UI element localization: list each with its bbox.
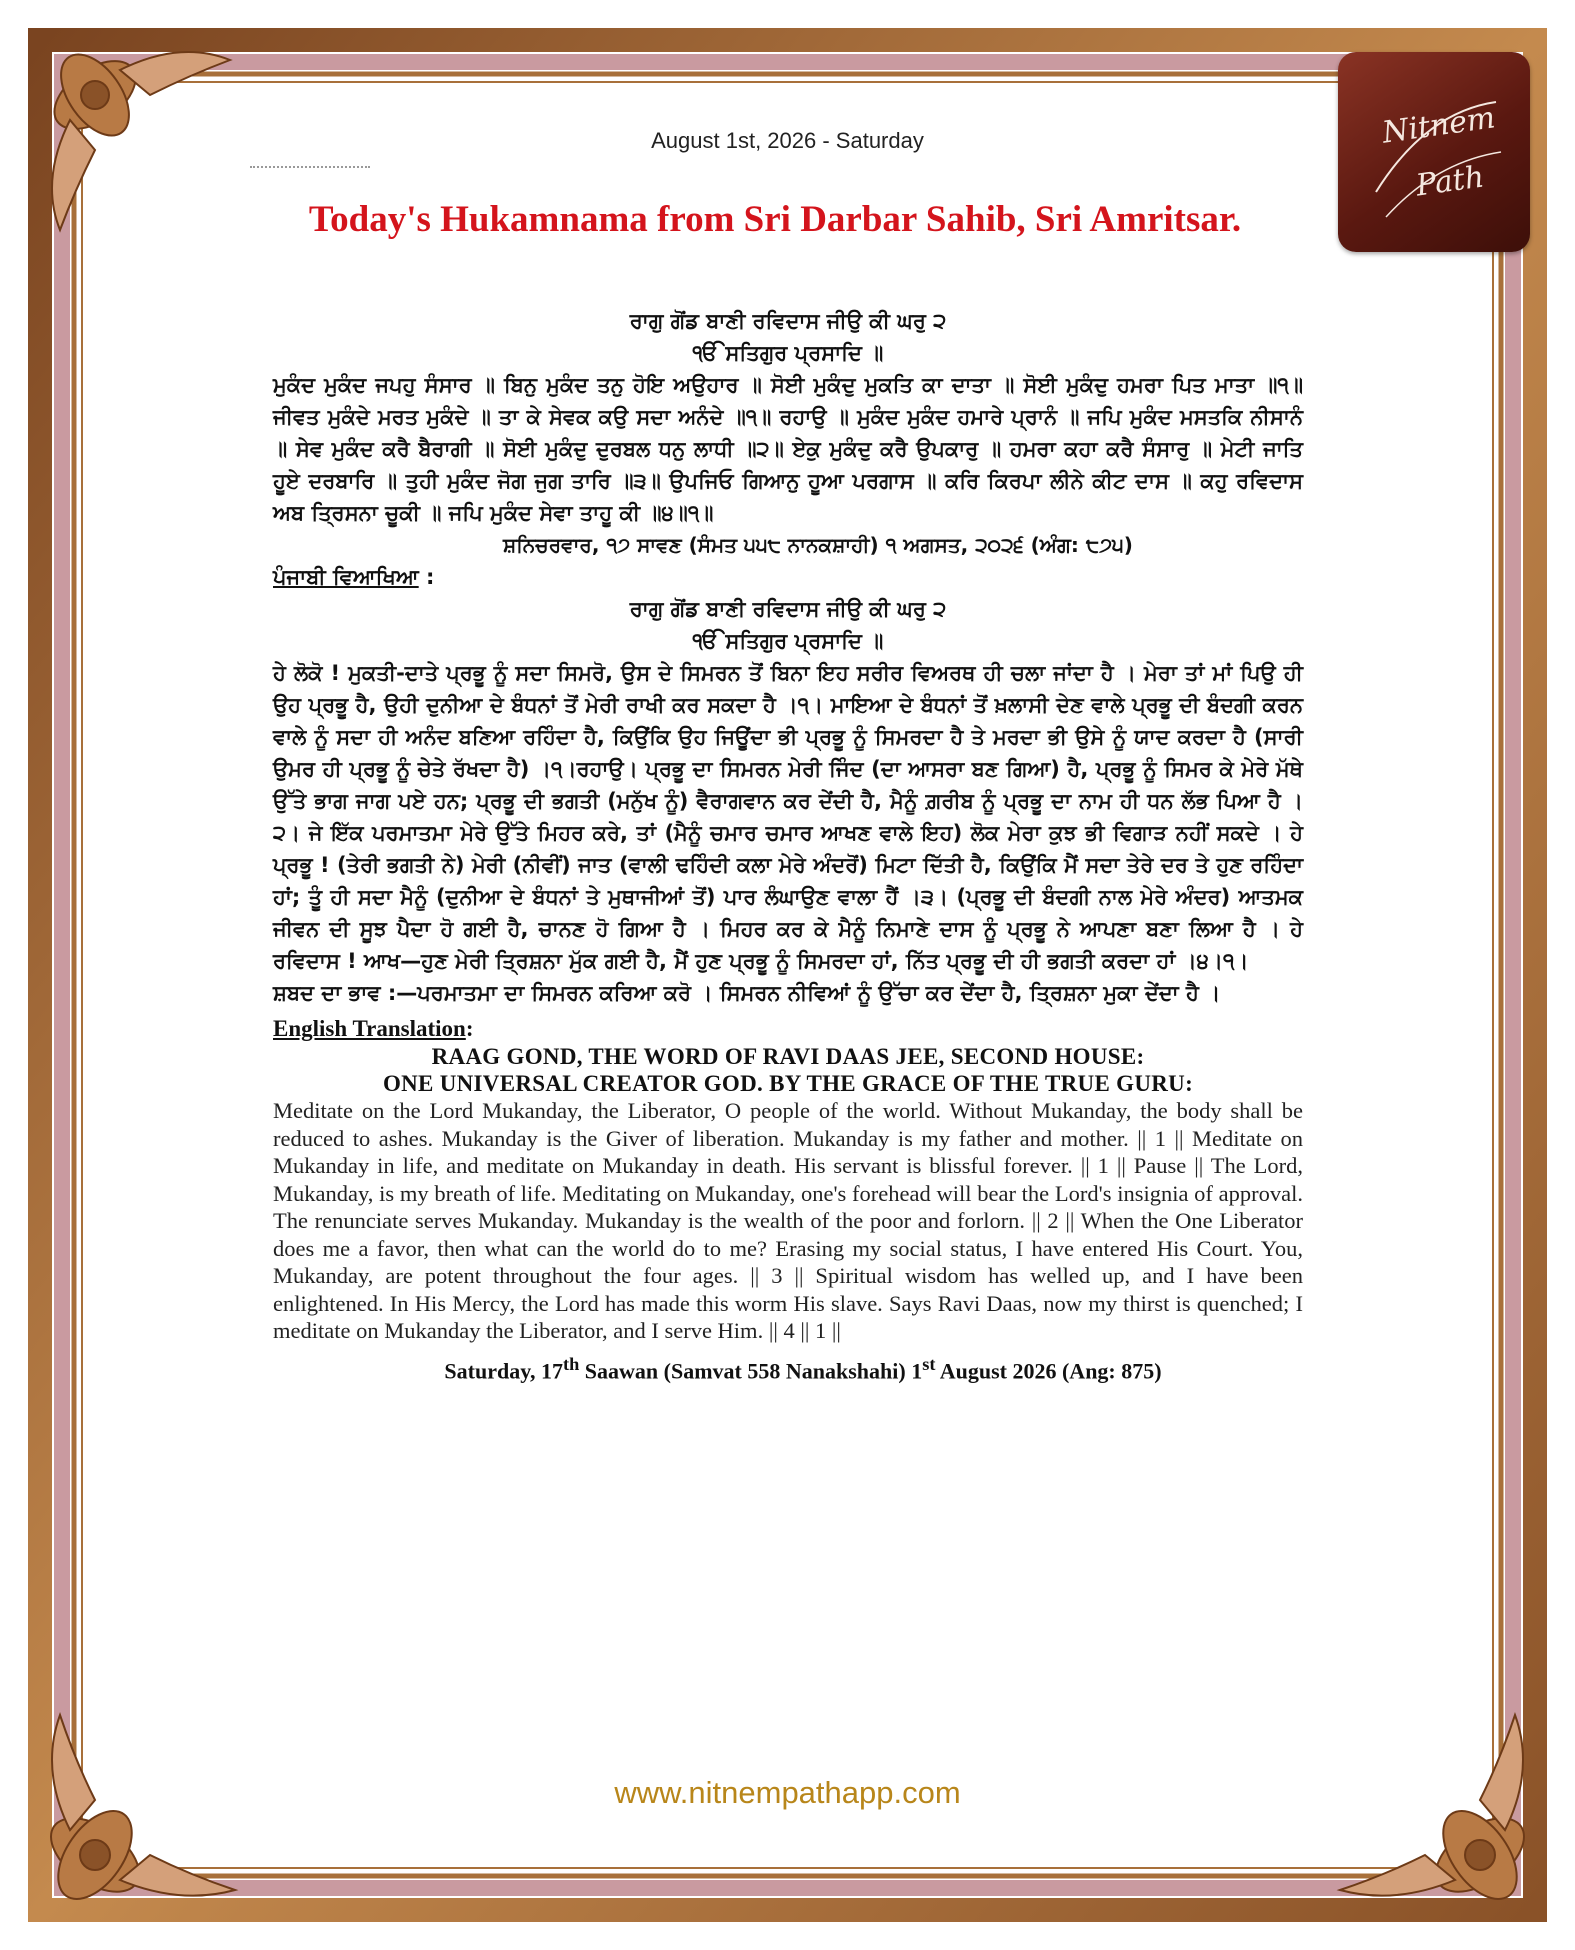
english-date-mid: Saawan (Samvat 558 Nanakshahi) 1 <box>579 1357 923 1383</box>
english-heading-1: RAAG GOND, THE WORD OF RAVI DAAS JEE, SECOND HOUSE: <box>431 1044 1145 1069</box>
corner-ornament-br <box>1340 1715 1537 1912</box>
english-date-post: August 2026 (Ang: 875) <box>935 1357 1162 1383</box>
punjabi-label-suffix: : <box>418 565 435 589</box>
english-date-pre: Saturday, 17 <box>444 1357 563 1383</box>
website-link[interactable]: www.nitnempathapp.com <box>614 1775 961 1810</box>
gurmukhi-shabad: ਮੁਕੰਦ ਮੁਕੰਦ ਜਪਹੁ ਸੰਸਾਰ ॥ ਬਿਨੁ ਮੁਕੰਦ ਤਨੁ ਹੋਇ ਅਉਹਾਰ ॥ ਸੋਈ ਮੁਕੰਦੁ ਮੁਕਤਿ ਕਾ ਦਾਤਾ ॥ ਸੋਈ ਮੁਕੰਦੁ ਹਮਰਾ ਪਿਤ ਮਾਤਾ ॥੧॥ ਜੀਵਤ ਮੁਕੰਦੇ ਮਰਤ ਮੁਕੰਦੇ ॥ ਤਾ ਕੇ ਸੇਵਕ ਕਉ ਸਦਾ ਅਨੰਦੇ ॥੧॥ ਰਹਾਉ ॥ ਮੁਕੰਦ ਮੁਕੰਦ ਹਮਾਰੇ ਪ੍ਰਾਨੰ ॥ ਜਪਿ ਮੁਕੰਦ ਮਸਤਕਿ ਨੀਸਾਨੰ ॥ ਸੇਵ ਮੁਕੰਦ ਕਰੈ ਬੈਰਾਗੀ ॥ ਸੋਈ ਮੁਕੰਦੁ ਦੁਰਬਲ ਧਨੁ ਲਾਧੀ ॥੨॥ ਏਕੁ ਮੁਕੰਦੁ ਕਰੈ ਉਪਕਾਰੁ ॥ ਹਮਰਾ ਕਹਾ ਕਰੈ ਸੰਸਾਰੁ ॥ ਮੇਟੀ ਜਾਤਿ ਹੂਏ ਦਰਬਾਰਿ ॥ ਤੁਹੀ ਮੁਕੰਦ ਜੋਗ ਜੁਗ ਤਾਰਿ ॥੩॥ ਉਪਜਿਓ ਗਿਆਨੁ ਹੂਆ ਪਰਗਾਸ ॥ ਕਰਿ ਕਿਰਪਾ ਲੀਨੇ ਕੀਟ ਦਾਸ ॥ ਕਹੁ ਰਵਿਦਾਸ ਅਬ ਤ੍ਰਿਸਨਾ ਚੂਕੀ ॥ ਜਪਿ ਮੁਕੰਦ ਸੇਵਾ ਤਾਹੂ ਕੀ ॥੪॥੧॥ <box>273 373 1303 525</box>
hukamnama-content <box>273 305 1303 1386</box>
dotted-divider <box>250 166 370 172</box>
page-title: Today's Hukamnama from Sri Darbar Sahib, Sri Amritsar. <box>308 199 1242 240</box>
punjabi-label-text: ਪੰਜਾਬੀ ਵਿਆਖਿਆ <box>273 565 419 589</box>
punjabi-label <box>273 561 1303 593</box>
english-label-suffix: : <box>465 1016 474 1041</box>
gurmukhi-raag-heading: ਰਾਗੁ ਗੋਂਡ ਬਾਣੀ ਰਵਿਦਾਸ ਜੀਉ ਕੀ ਘਰੁ ੨ <box>629 309 947 333</box>
english-label <box>273 1015 1303 1043</box>
gurmukhi-mool: ੴ ਸਤਿਗੁਰ ਪ੍ਰਸਾਦਿ ॥ <box>692 341 884 365</box>
punjabi-raag-heading: ਰਾਗੁ ਗੋਂਡ ਬਾਣੀ ਰਵਿਦਾਸ ਜੀਉ ਕੀ ਘਰੁ ੨ <box>629 597 947 621</box>
english-date-sup2: st <box>922 1353 936 1374</box>
punjabi-vyakhya: ਹੇ ਲੋਕੋ ! ਮੁਕਤੀ-ਦਾਤੇ ਪ੍ਰਭੂ ਨੂੰ ਸਦਾ ਸਿਮਰੋ, ਉਸ ਦੇ ਸਿਮਰਨ ਤੋਂ ਬਿਨਾ ਇਹ ਸਰੀਰ ਵਿਅਰਥ ਹੀ ਚਲਾ ਜਾਂਦਾ ਹੈ । ਮੇਰਾ ਤਾਂ ਮਾਂ ਪਿਉ ਹੀ ਉਹ ਪ੍ਰਭੂ ਹੈ, ਉਹੀ ਦੁਨੀਆ ਦੇ ਬੰਧਨਾਂ ਤੋਂ ਮੇਰੀ ਰਾਖੀ ਕਰ ਸਕਦਾ ਹੈ ।੧। ਮਾਇਆ ਦੇ ਬੰਧਨਾਂ ਤੋਂ ਖ਼ਲਾਸੀ ਦੇਣ ਵਾਲੇ ਪ੍ਰਭੂ ਦੀ ਬੰਦਗੀ ਕਰਨ ਵਾਲੇ ਨੂੰ ਸਦਾ ਹੀ ਅਨੰਦ ਬਣਿਆ ਰਹਿੰਦਾ ਹੈ, ਕਿਉਂਕਿ ਉਹ ਜਿਊਂਦਾ ਭੀ ਪ੍ਰਭੂ ਨੂੰ ਸਿਮਰਦਾ ਹੈ ਤੇ ਮਰਦਾ ਭੀ ਉਸੇ ਨੂੰ ਯਾਦ ਕਰਦਾ ਹੈ (ਸਾਰੀ ਉਮਰ ਹੀ ਪ੍ਰਭੂ ਨੂੰ ਚੇਤੇ ਰੱਖਦਾ ਹੈ) ।੧।ਰਹਾਉ। ਪ੍ਰਭੂ ਦਾ ਸਿਮਰਨ ਮੇਰੀ ਜਿੰਦ (ਦਾ ਆਸਰਾ ਬਣ ਗਿਆ) ਹੈ, ਪ੍ਰਭੂ ਨੂੰ ਸਿਮਰ ਕੇ ਮੇਰੇ ਮੱਥੇ ਉੱਤੇ ਭਾਗ ਜਾਗ ਪਏ ਹਨ; ਪ੍ਰਭੂ ਦੀ ਭਗਤੀ (ਮਨੁੱਖ ਨੂੰ) ਵੈਰਾਗਵਾਨ ਕਰ ਦੇਂਦੀ ਹੈ, ਮੈਨੂੰ ਗ਼ਰੀਬ ਨੂੰ ਪ੍ਰਭੂ ਦਾ ਨਾਮ ਹੀ ਧਨ ਲੱਭ ਪਿਆ ਹੈ ।੨। ਜੇ ਇੱਕ ਪਰਮਾਤਮਾ ਮੇਰੇ ਉੱਤੇ ਮਿਹਰ ਕਰੇ, ਤਾਂ (ਮੈਨੂੰ ਚਮਾਰ ਚਮਾਰ ਆਖਣ ਵਾਲੇ ਇਹ) ਲੋਕ ਮੇਰਾ ਕੁਝ ਭੀ ਵਿਗਾੜ ਨਹੀਂ ਸਕਦੇ । ਹੇ ਪ੍ਰਭੂ ! (ਤੇਰੀ ਭਗਤੀ ਨੇ) ਮੇਰੀ (ਨੀਵੀਂ) ਜਾਤ (ਵਾਲੀ ਢਹਿੰਦੀ ਕਲਾ ਮੇਰੇ ਅੰਦਰੋਂ) ਮਿਟਾ ਦਿੱਤੀ ਹੈ, ਕਿਉਂਕਿ ਮੈਂ ਸਦਾ ਤੇਰੇ ਦਰ ਤੇ ਹੁਣ ਰਹਿੰਦਾ ਹਾਂ; ਤੂੰ ਹੀ ਸਦਾ ਮੈਨੂੰ (ਦੁਨੀਆ ਦੇ ਬੰਧਨਾਂ ਤੇ ਮੁਥਾਜੀਆਂ ਤੋਂ) ਪਾਰ ਲੰਘਾਉਣ ਵਾਲਾ ਹੈਂ ।੩। (ਪ੍ਰਭੂ ਦੀ ਬੰਦਗੀ ਨਾਲ ਮੇਰੇ ਅੰਦਰ) ਆਤਮਕ ਜੀਵਨ ਦੀ ਸੂਝ ਪੈਦਾ ਹੋ ਗਈ ਹੈ, ਚਾਨਣ ਹੋ ਗਿਆ ਹੈ । ਮਿਹਰ ਕਰ ਕੇ ਮੈਨੂੰ ਨਿਮਾਣੇ ਦਾਸ ਨੂੰ ਪ੍ਰਭੂ ਨੇ ਆਪਣਾ ਬਣਾ ਲਿਆ ਹੈ । ਹੇ ਰਵਿਦਾਸ ! ਆਖ—ਹੁਣ ਮੇਰੀ ਤ੍ਰਿਸ਼ਨਾ ਮੁੱਕ ਗਈ ਹੈ, ਮੈਂ ਹੁਣ ਪ੍ਰਭੂ ਨੂੰ ਸਿਮਰਦਾ ਹਾਂ, ਨਿੱਤ ਪ੍ਰਭੂ ਦੀ ਹੀ ਭਗਤੀ ਕਰਦਾ ਹਾਂ ।੪।੧। <box>273 661 1303 973</box>
english-date <box>273 1349 1303 1386</box>
punjabi-mool: ੴ ਸਤਿਗੁਰ ਪ੍ਰਸਾਦਿ ॥ <box>692 629 884 653</box>
logo-text-line2: Path <box>1413 159 1487 204</box>
english-translation: Meditate on the Lord Mukanday, the Liberator, O people of the world. Without Mukanday, the body shall be reduced to ashes. Mukanday is the Giver of liberation. Mukanday is my father and mother. || 1 || Meditate on Mukanday in life, and meditate on Mukanday in death. His servant is blissful forever. || 1 || Pause || The Lord, Mukanday, is my breath of life. Meditating on Mukanday, one's forehead will bear the Lord's insignia of approval. The renunciate serves Mukanday. Mukanday is the wealth of the poor and forlorn. || 2 || When the One Liberator does me a favor, then what can the world do to me? Erasing my social status, I have entered His Court. You, Mukanday, are potent throughout the four ages. || 3 || Spiritual wisdom has welled up, and I have been enlightened. In His Mercy, the Lord has made this worm His slave. Says Ravi Daas, now my thirst is quenched; I meditate on Mukanday the Liberator, and I serve Him. || 4 || 1 || <box>273 1098 1303 1343</box>
gurmukhi-date: ਸ਼ਨਿਚਰਵਾਰ, ੧੭ ਸਾਵਣ (ਸੰਮਤ ੫੫੮ ਨਾਨਕਸ਼ਾਹੀ) ੧ ਅਗਸਤ, ੨੦੨੬ (ਅੰਗ: ੮੭੫) <box>503 533 1133 557</box>
logo-text-line1: Nitnem <box>1380 100 1498 151</box>
english-date-sup1: th <box>563 1353 580 1374</box>
english-label-text: English Translation <box>273 1016 466 1041</box>
header-date: August 1st, 2026 - Saturday <box>651 128 924 153</box>
punjabi-bhav: ਸ਼ਬਦ ਦਾ ਭਾਵ :—ਪਰਮਾਤਮਾ ਦਾ ਸਿਮਰਨ ਕਰਿਆ ਕਰੋ । ਸਿਮਰਨ ਨੀਵਿਆਂ ਨੂੰ ਉੱਚਾ ਕਰ ਦੇਂਦਾ ਹੈ, ਤ੍ਰਿਸ਼ਨਾ ਮੁਕਾ ਦੇਂਦਾ ਹੈ । <box>273 981 1221 1005</box>
corner-ornament-bl <box>38 1715 235 1912</box>
english-heading-2: ONE UNIVERSAL CREATOR GOD. BY THE GRACE OF THE TRUE GURU: <box>382 1071 1194 1096</box>
